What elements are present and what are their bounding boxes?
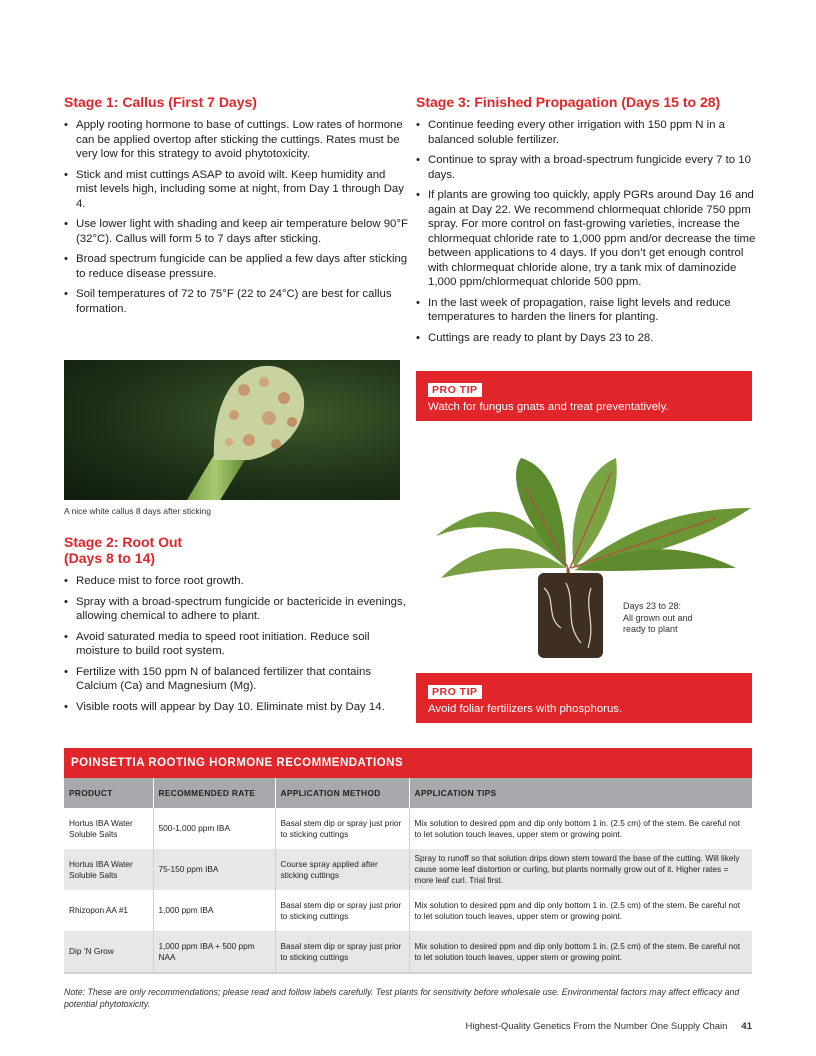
table-cell: Dip ’N Grow [64, 931, 153, 972]
footer-text: Highest-Quality Genetics From the Number One Supply Chain [465, 1021, 728, 1032]
stage3-title: Stage 3: Finished Propagation (Days 15 to 28) [416, 94, 721, 110]
stage1-list [64, 118, 409, 316]
table-header-row [64, 778, 752, 808]
table-cell: 75-150 ppm IBA [153, 849, 275, 890]
stage3-list [416, 118, 761, 345]
stage2-list [64, 574, 409, 714]
table-cell: 500-1,000 ppm IBA [153, 808, 275, 849]
table-cell: Spray to runoff so that solution drips down stem toward the base of the cutting. Will likely cause some leaf distortion or curling, but plants normally grow out of it. Higher rates = more leaf curl. Trial first. [409, 849, 752, 890]
page-footer [466, 1021, 752, 1032]
page-number: 41 [741, 1021, 752, 1032]
column-header: PRODUCT [64, 778, 153, 808]
table-row [64, 849, 752, 890]
column-header: RECOMMENDED RATE [153, 778, 275, 808]
table-cell: Hortus IBA Water Soluble Salts [64, 849, 153, 890]
list-item: • Soil temperatures of 72 to 75°F (22 to 24°C) are best for callus formation. [64, 287, 409, 316]
callus-caption: A nice white callus 8 days after sticking [64, 506, 211, 516]
pro-tip-text: Avoid foliar fertilizers with phosphorus. [428, 703, 623, 715]
table-cell: Rhizopon AA #1 [64, 890, 153, 931]
table-row [64, 890, 752, 931]
table-divider [64, 972, 752, 974]
table-row [64, 931, 752, 972]
hormone-table [64, 748, 752, 974]
table-row [64, 808, 752, 849]
list-item: • If plants are growing too quickly, apply PGRs around Day 16 and again at Day 22. We recommend chlormequat chloride 750 ppm spray. For more control on fast-growing varieties, increase the chlormequat chloride rate to 1,000 ppm and/or decrease the time between applications to 4 days. If you don’t get enough control with chlormequat chloride alone, try a tank mix of daminozide 1,000 ppm/chlormequat chloride 500 ppm. [416, 188, 761, 290]
list-item: • Use lower light with shading and keep air temperature below 90°F (32°C). Callus will form 5 to 7 days after sticking. [64, 217, 409, 246]
callus-photo [64, 360, 400, 500]
list-item: • Fertilize with 150 ppm N of balanced fertilizer that contains Calcium (Ca) and Magnesium (Mg). [64, 665, 409, 694]
pro-tip-box [416, 371, 752, 421]
list-item: • Visible roots will appear by Day 10. Eliminate mist by Day 14. [64, 700, 409, 715]
stage2-title-line1: Stage 2: Root Out [64, 534, 183, 550]
list-item: • Continue to spray with a broad-spectrum fungicide every 7 to 10 days. [416, 153, 761, 182]
data-table [64, 778, 752, 972]
table-cell: Basal stem dip or spray just prior to sticking cuttings [275, 808, 409, 849]
stage1-title: Stage 1: Callus (First 7 Days) [64, 94, 257, 110]
stage2-title [64, 534, 409, 566]
pro-tip-text: Watch for fungus gnats and treat preventatively. [428, 401, 669, 413]
table-cell: 1,000 ppm IBA [153, 890, 275, 931]
plant-caption: Days 23 to 28: All grown out and ready to plant [623, 601, 693, 634]
list-item: • In the last week of propagation, raise light levels and reduce temperatures to harden the liners for planting. [416, 296, 761, 325]
list-item: • Broad spectrum fungicide can be applied a few days after sticking to reduce disease pressure. [64, 252, 409, 281]
stage2-section [64, 534, 409, 720]
table-cell: Basal stem dip or spray just prior to sticking cuttings [275, 890, 409, 931]
column-header: APPLICATION METHOD [275, 778, 409, 808]
column-header: APPLICATION TIPS [409, 778, 752, 808]
table-cell: Mix solution to desired ppm and dip only bottom 1 in. (2.5 cm) of the stem. Be careful not to let solution touch leaves, upper stem or growing point. [414, 817, 741, 839]
list-item: • Reduce mist to force root growth. [64, 574, 409, 589]
list-item: • Apply rooting hormone to base of cuttings. Low rates of hormone can be applied overtop after sticking the cuttings. Rates must be very low for this strategy to avoid phytotoxicity. [64, 118, 409, 162]
stage3-section [416, 94, 761, 351]
stage2-title-line2: (Days 8 to 14) [64, 550, 156, 566]
stage1-section [64, 94, 409, 322]
table-cell: Course spray applied after sticking cuttings [275, 849, 409, 890]
list-item: • Stick and mist cuttings ASAP to avoid wilt. Keep humidity and mist levels high, including some at night, from Day 1 through Day 4. [64, 168, 409, 212]
table-cell: 1,000 ppm IBA + 500 ppm NAA [153, 931, 275, 972]
pro-tip-box [416, 673, 752, 723]
disclaimer-note: Note: These are only recommendations; please read and follow labels carefully. Test plants for sensitivity before wholesale use. Environmental factors may affect efficacy and potential phytotoxicity. [64, 987, 740, 1009]
pro-tip-badge: PRO TIP [428, 685, 482, 699]
list-item: • Continue feeding every other irrigation with 150 ppm N in a balanced soluble fertilizer. [416, 118, 761, 147]
table-cell: Basal stem dip or spray just prior to sticking cuttings [275, 931, 409, 972]
table-cell: Mix solution to desired ppm and dip only bottom 1 in. (2.5 cm) of the stem. Be careful not to let solution touch leaves, upper stem or growing point. [414, 899, 741, 921]
list-item: • Spray with a broad-spectrum fungicide or bactericide in evenings, allowing chemical to adhere to plant. [64, 595, 409, 624]
list-item: • Avoid saturated media to speed root initiation. Reduce soil moisture to build root system. [64, 630, 409, 659]
table-cell: Hortus IBA Water Soluble Salts [64, 808, 153, 849]
table-title: POINSETTIA ROOTING HORMONE RECOMMENDATIONS [64, 748, 752, 778]
pro-tip-badge: PRO TIP [428, 383, 482, 397]
list-item: • Cuttings are ready to plant by Days 23 to 28. [416, 331, 761, 346]
table-cell: Mix solution to desired ppm and dip only bottom 1 in. (2.5 cm) of the stem. Be careful not to let solution touch leaves, upper stem or growing point. [409, 931, 752, 972]
